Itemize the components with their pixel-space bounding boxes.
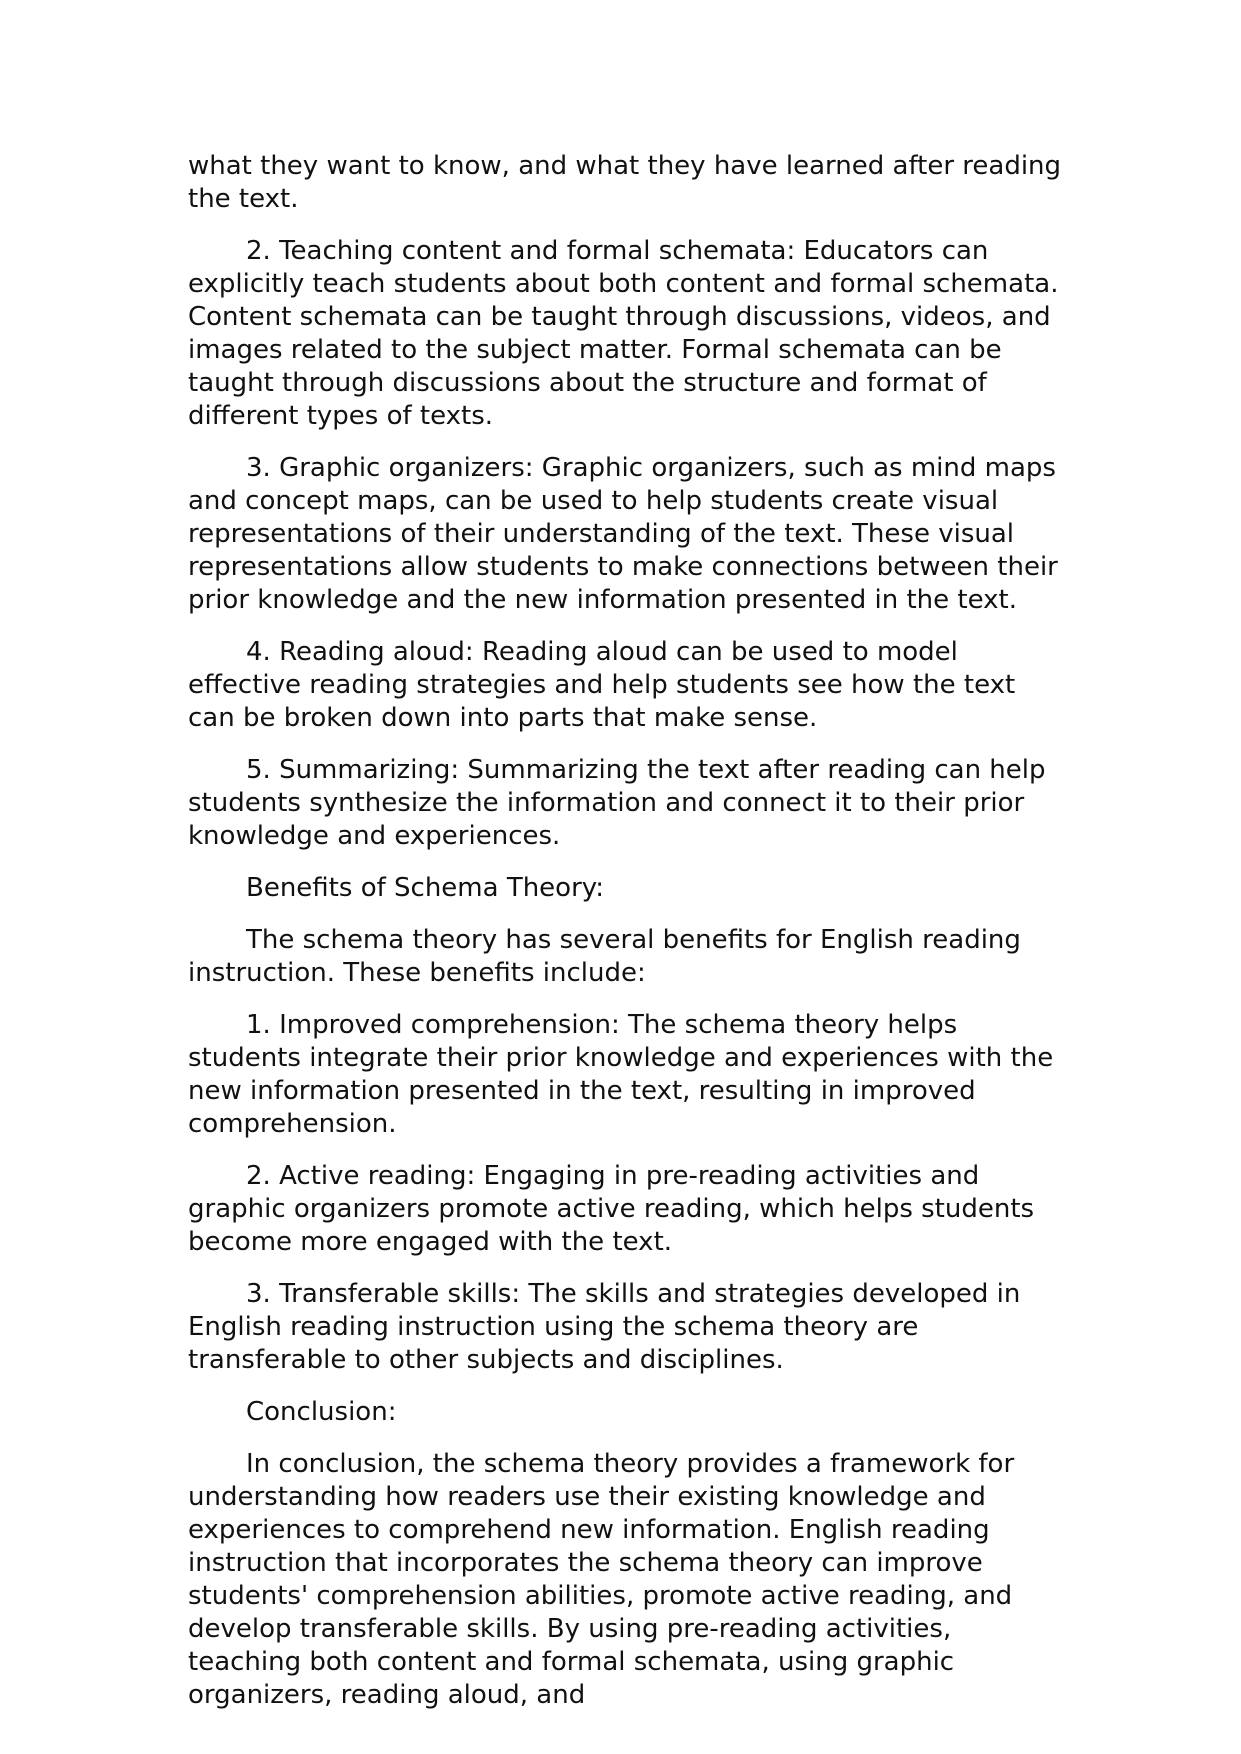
section-heading-conclusion: Conclusion: (246, 1397, 397, 1427)
section-heading-benefits: Benefits of Schema Theory: (246, 873, 605, 903)
paragraph-reading-aloud: 4. Reading aloud: Reading aloud can be used to model effective reading strategies and help students see how the text can be broken down into parts that make sense. (188, 637, 1016, 733)
paragraph-transferable-skills: 3. Transferable skills: The skills and strategies developed in English reading instruction using the schema theory are transferable to other subjects and disciplines. (188, 1279, 1021, 1375)
paragraph-graphic-organizers: 3. Graphic organizers: Graphic organizers, such as mind maps and concept maps, can be used to help students create visual representations of their understanding of the text. These visual representations allow students to make connections between their prior knowledge and the new information presented in the text. (188, 453, 1058, 615)
paragraph-active-reading: 2. Active reading: Engaging in pre-reading activities and graphic organizers promote active reading, which helps students become more engaged with the text. (188, 1161, 1035, 1257)
paragraph-continuation: what they want to know, and what they have learned after reading the text. (188, 151, 1062, 214)
paragraph-improved-comprehension: 1. Improved comprehension: The schema theory helps students integrate their prior knowledge and experiences with the new information presented in the text, resulting in improved comprehension. (188, 1010, 1054, 1139)
document-body (188, 150, 1068, 1731)
paragraph-conclusion: In conclusion, the schema theory provides a framework for understanding how readers use their existing knowledge and experiences to comprehend new information. English reading instruction that incorporates the schema theory can improve students' comprehension abilities, promote active reading, and develop transferable skills. By using pre-reading activities, teaching both content and formal schemata, using graphic organizers, reading aloud, and (188, 1449, 1015, 1710)
paragraph-benefits-intro: The schema theory has several benefits for English reading instruction. These benefits include: (188, 925, 1021, 988)
paragraph-summarizing: 5. Summarizing: Summarizing the text after reading can help students synthesize the information and connect it to their prior knowledge and experiences. (188, 755, 1046, 851)
paragraph-teaching-schemata: 2. Teaching content and formal schemata: Educators can explicitly teach students about both content and formal schemata. Content schemata can be taught through discussions, videos, and images related to the subject matter. Formal schemata can be taught through discussions about the structure and format of different types of texts. (188, 236, 1059, 431)
